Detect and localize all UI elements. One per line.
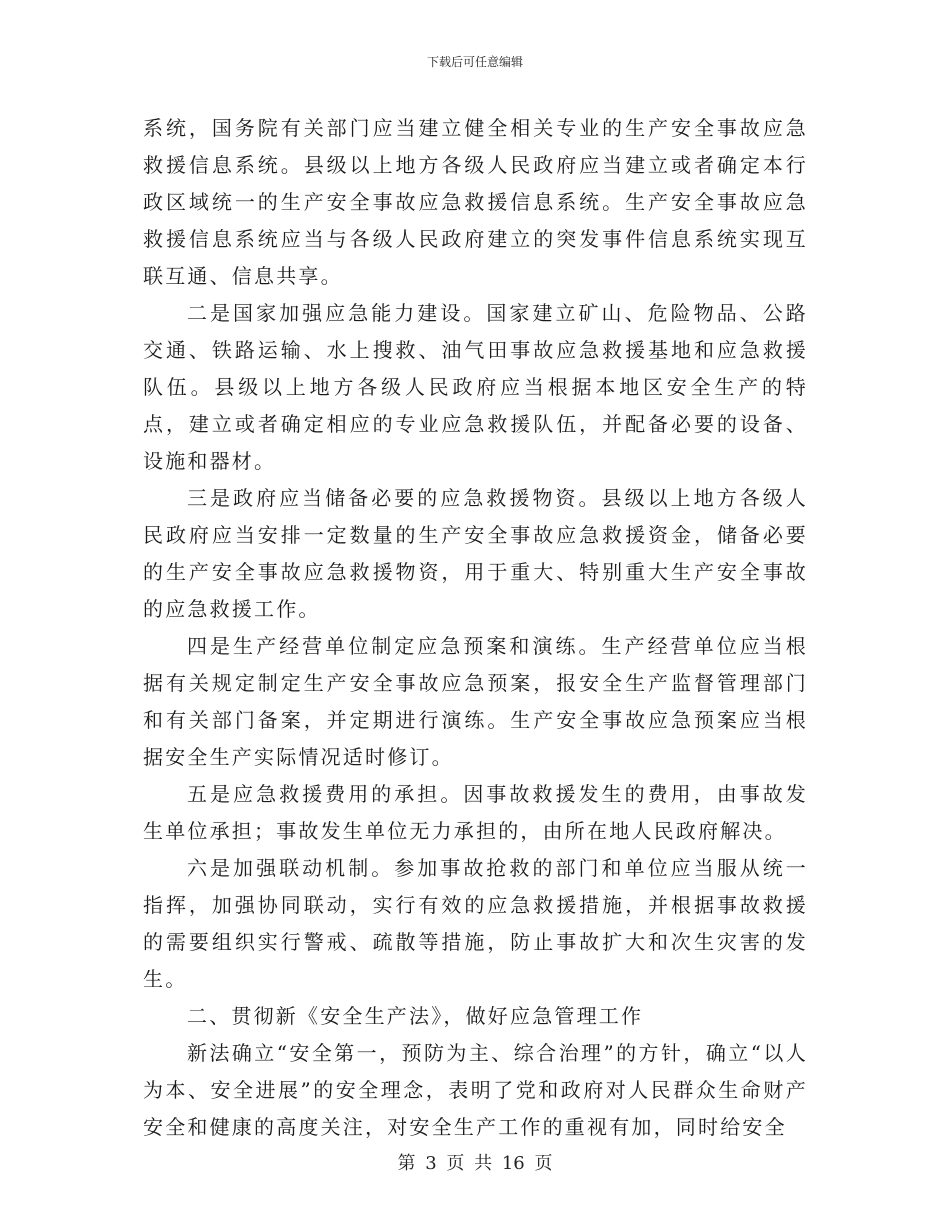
paragraph-emergency-capacity: 二是国家加强应急能力建设。国家建立矿山、危险物品、公路交通、铁路运输、水上搜救、油气田事故应急救援基地和应急救援队伍。县级以上地方各级人民政府应当根据本地区安全生产的特点，建立或者确定相应的专业应急救援队伍，并配备必要的设备、设施和器材。 [143,301,808,473]
paragraph-continuation: 系统，国务院有关部门应当建立健全相关专业的生产安全事故应急救援信息系统。县级以上地方各级人民政府应当建立或者确定本行政区域统一的生产安全事故应急救援信息系统。生产安全事故应急救援信息系统应当与各级人民政府建立的突发事件信息系统实现互联互通、信息共享。 [143,116,808,288]
page-header: 下载后可任意编辑 [426,55,523,69]
page-number: 第 3 页 共 16 页 [397,1153,553,1174]
section-heading: 二、贯彻新《安全生产法》，做好应急管理工作 [187,1004,644,1028]
paragraph-linkage-mechanism: 六是加强联动机制。参加事故抢救的部门和单位应当服从统一指挥，加强协同联动，实行有效的应急救援措施，并根据事故救援的需要组织实行警戒、疏散等措施，防止事故扩大和次生灾害的发生。 [143,856,808,991]
document-body [143,110,808,1146]
paragraph-emergency-supplies: 三是政府应当储备必要的应急救援物资。县级以上地方各级人民政府应当安排一定数量的生产安全事故应急救援资金，储备必要的生产安全事故应急救援物资，用于重大、特别重大生产安全事故的应急救援工作。 [143,486,808,621]
paragraph-rescue-costs: 五是应急救援费用的承担。因事故救援发生的费用，由事故发生单位承担；事故发生单位无力承担的，由所在地人民政府解决。 [143,782,808,843]
paragraph-new-law: 新法确立“安全第一，预防为主、综合治理”的方针，确立“以人为本、安全进展”的安全理念，表明了党和政府对人民群众生命财产安全和健康的高度关注，对安全生产工作的重视有加，同时给安全 [143,1041,808,1139]
paragraph-emergency-plan: 四是生产经营单位制定应急预案和演练。生产经营单位应当根据有关规定制定生产安全事故应急预案，报安全生产监督管理部门和有关部门备案，并定期进行演练。生产安全事故应急预案应当根据安全生产实际情况适时修订。 [143,634,808,769]
